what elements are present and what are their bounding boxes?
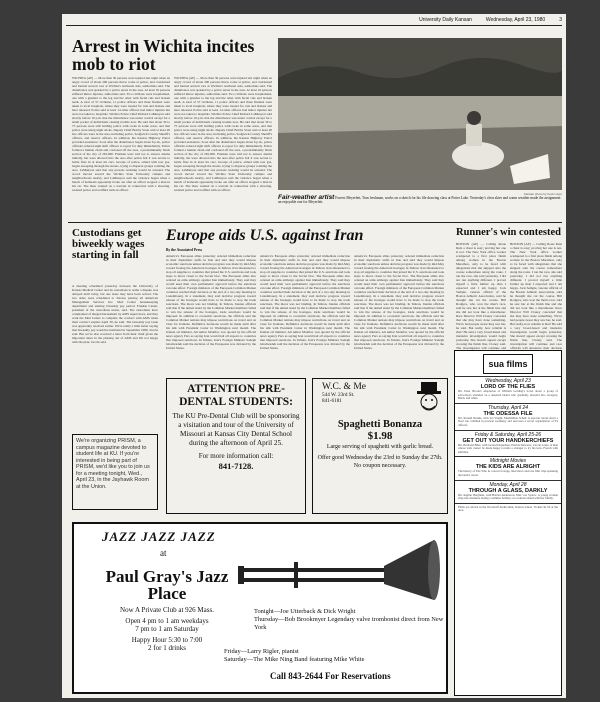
jazz-tonight: Tonight—Joe Utterback & Dick Wright — [254, 608, 356, 615]
sua-film — [455, 403, 561, 430]
photo-scene — [278, 38, 562, 190]
film-blurb: The history of The Who in concert footage, interviews and rare film clips spanning the band's career. — [458, 469, 558, 477]
wcme-phone: 841-6181 — [322, 398, 342, 404]
sua-film — [455, 480, 561, 503]
sua-film — [455, 376, 561, 403]
film-day: Midnight Movies — [455, 456, 561, 464]
wcme-ad — [312, 378, 448, 514]
custodians-headline: Custodians get biweekly wages starting in fall — [72, 227, 145, 262]
film-day: Monday, April 28 — [455, 480, 561, 488]
wcme-address: 544 W. 23rd St. — [322, 392, 355, 398]
jazz-ad — [72, 522, 448, 694]
film-title: GET OUT YOUR HANDKERCHIEFS — [462, 437, 554, 444]
film-title: THE ODESSA FILE — [483, 410, 533, 417]
photo-caption-block — [278, 196, 562, 216]
jazz-thursday: Thursday—Bob Brookmyer Legendary valve trombonist direct from New York — [254, 616, 444, 632]
predental-phone: 841-7128. — [218, 461, 254, 471]
film-day: Wednesday, April 23 — [455, 376, 561, 384]
photo-caption: Forrest Meyerlett, Tran freshman, works on a sketch for his life drawing class at Potter Lake. Yesterday's clear skies and warm weather made the assignment an enjoyable one for Meyerlett. — [278, 196, 561, 205]
caricature-icon — [414, 382, 444, 416]
sua-film-list — [455, 376, 561, 503]
issue-date: Wednesday, April 23, 1980 — [485, 17, 546, 23]
caption-title: Fair-weather artist — [278, 194, 335, 201]
jazz-friday: Friday—Larry Rigler, pianist — [224, 648, 299, 655]
wcme-desc: Large serving of spaghetti with garlic bread. — [326, 443, 434, 450]
film-day: Friday & Saturday, April 25-26 — [455, 430, 561, 438]
wcme-offer: Offer good Wednesday the 23rd to Sunday the 27th. — [317, 455, 443, 462]
iran-byline: By the Associated Press — [166, 248, 202, 252]
sua-footer: Films are shown in the Woodruff Auditorium, Kansas Union. Tickets $1.50 at the door. — [455, 503, 561, 515]
film-blurb: Dir. Ronald Neame, with Jon Voight, Maximilian Schell. A reporter tracks down a Nazi war criminal in postwar Germany and uncovers a secret organization of SS officers. — [458, 415, 558, 427]
jazz-drinks: 2 for 1 drinks — [148, 643, 186, 652]
predental-ad — [166, 378, 306, 514]
jazz-happy: Happy Hour 5:30 to 7:00 — [131, 635, 203, 644]
jazz-lineup-weekend — [224, 648, 444, 664]
film-day: Thursday, April 24 — [455, 403, 561, 411]
prism-text: We're organizing PRISM, a campus magazine devoted to student life at KU. If you're interested in being part of PRISM, we'd like you to join us for a meeting tonight, Wed., April 23, in the Jayhawk Room at the Union. — [76, 438, 150, 490]
divider — [68, 222, 562, 223]
jazz-at: at — [160, 548, 167, 558]
arrest-story-col2: WICHITA (AP) — More than 30 persons were injured last night when an angry crowd of about 200 persons threw rocks at police, and overturned and burned several cars at Wichita's northeast side, authorities said. The disturbance was sparked by a police arrest in the area. At least 16 persons suffered minor injuries, authorities said. Two civilians were hospitalized, one with a gunshot to the leg and the other with facial cuts and broken teeth. A total of 37 civilians, 11 police officers and three firemen were taken to local hospitals, where they were treated for cuts and bruises and later released. Police said at least 14 other officers had minor injuries but were not taken to hospitals. Wichita Police Chief Richard LaMunyon said shortly before 10 p.m. that the disturbance was under control except for a small pocket of individuals causing trouble now. He said that about 30 to 75 persons were still battling police with rocks in some areas, and that police were using night sticks. Deputy Chief Bobby Stout said at least 20 law officers were in the area, including police, Sedgwick County Sheriff's officers, and reserve officers. In addition, the Kansas Highway Patrol provided assistance. Soon after the disturbance began about 6 p.m., police officials ordered eight shift officers to report for duty immediately. Police formed a human chain and cordoned off the area, a predominantly black section of the city of 265,000. Firemen were told not to answer alarms initially, but were allowed into the area after police felt it was secure to battle fires in at least six cars. Groups of police, armed with tear gas, began sweeping through the streets, trying to disperse groups roaming the area. LaMunyon said that any persons resisting would be arrested. The crowd moved toward the Wichita State University campus and neighborhoods nearby, and LaMunyon said the violence began when a bunch of hotheads apparently broke out after an officer stopped a man in his car. The man, wanted on a warrant in connection with a shooting, resisted police and scuffled with an officer. — [174, 76, 272, 192]
runner-headline: Runner's win contested — [456, 227, 562, 238]
photo-credit: Kansan photo by Kevin Hyer — [523, 192, 562, 196]
jazz-saturday: Saturday—The Mike Ning Band featuring Mike White — [224, 656, 365, 664]
iran-story-col3: America's European allies yesterday ordered immediate reduction in their diplomatic staffs in Iran and said they would impose economic sanctions unless decisive progress was made by mid-May toward freeing the American hostages in Tehran. Iran threatened to stop oil supplies to countries that joined the U.S. sanctions and took steps to move closer to the Soviet bloc. The European allies also ordered an arms embargo against Iran immediately. They said they would need their own parliaments' approval before the sanctions can take effect. Foreign ministers of the European Common Market countries reached their decision at the end of a two-day meeting in Luxembourg. In a statement, they said decisive progress toward release of the hostages would have to be made to stop the trade sanctions. The move was not binding. In Tehran, Iranian officials said that if the united stand by the Common Market members failed to win the release of the hostages, trade sanctions would be imposed. In addition to economic sanctions, the officials said the Common Market nations may impose restrictions on travel and on visas for Iranians. Definitive decisions would be made until after his talk with President Carter in Washington next month. The Iranian oil minister, Ali Akbar Moinfar, was quoted by the official news agency Pars as saying Iran would halt all exports to countries that imposed sanctions. In Tehran, Iran's Foreign Minister Sadegh Ghotbzadeh said the decision of the Europeans was dictated by the United States. — [354, 254, 444, 350]
wcme-name: W.C. & Me — [322, 382, 366, 392]
runner-story-col1: BOSTON (AP) — Calling Rosie Ruiz a cheat is easy; proving her one is not. The New York office worker scampered to a first place finish among women in the Boston Marathon, only to be faced with allegations that she skipped onto the course somewhere along the route. I ran the race, she said yesterday. I did not run anything different. I proved myself a little further up than I expected and I am happy. Jock Semple, veteran official of the Boston Athletic Association, said he thought she cut the course. Bill Rodgers, who won the men's race, said he saw her at the finish line and she did not look like a marathoner. Race Director Will Cloney conceded that she may have done something. We've had people swear they saw her, he said. But really, how reliable is that? He said a very broad-based and intensive investigation would begin yesterday. She doesn't appear except crossing the finish line, Cloney said. The investigation will continue and — [456, 242, 506, 350]
jazz-venue — [82, 568, 252, 652]
jazz-hours1: Open 4 pm to 1 am weekdays — [125, 616, 209, 625]
iran-story-col1: America's European allies yesterday ordered immediate reduction in their diplomatic staffs in Iran and said they would impose economic sanctions unless decisive progress was made by mid-May toward freeing the American hostages in Tehran. Iran threatened to stop oil supplies to countries that joined the U.S. sanctions and took steps to move closer to the Soviet bloc. The European allies also ordered an arms embargo against Iran immediately. They said they would need their own parliaments' approval before the sanctions can take effect. Foreign ministers of the European Common Market countries reached their decision at the end of a two-day meeting in Luxembourg. In a statement, they said decisive progress toward release of the hostages would have to be made to stop the trade sanctions. The move was not binding. In Tehran, Iranian officials said that if the united stand by the Common Market members failed to win the release of the hostages, trade sanctions would be imposed. In addition to economic sanctions, the officials said the Common Market nations may impose restrictions on travel and on visas for Iranians. Definitive decisions would be made until after his talk with President Carter in Washington next month. The Iranian oil minister, Ali Akbar Moinfar, was quoted by the official news agency Pars as saying Iran would halt all exports to countries that imposed sanctions. In Tehran, Iran's Foreign Minister Sadegh Ghotbzadeh said the decision of the Europeans was dictated by the United States. — [166, 254, 256, 350]
custodians-story: A meeting scheduled yesterday between the University of Kansas Medical Center and its custodians to settle a dispute was delayed until today, but one issue may have been solved. The two sides were scheduled to discuss placing all American Management Services Inc. Med Center housekeeping department and starting biweekly pay period. Frankie Center, president of the custodians union, said. The custodians have complained of alleged harassment by AMS supervisors, and they want the Med Center to complete the contract with AMS when their contract expires April 30, he said. The biweekly pay issue was apparently resolved earlier. We're really a little better saying that biweekly pay would be instituted in September 1980, Jacobs said. But we've also received a letter from their chief given the important dates in the phasing out of AMS and I'm not happy with the plan, Jacobs said. — [72, 284, 158, 344]
jazz-call: Call 843-2644 For Reservations — [270, 671, 391, 681]
runner-story-col2: BOSTON (AP) — Calling Rosie Ruiz a cheat is easy; proving her one is not. The New York office worker scampered to a first place finish among women in the Boston Marathon, only to be faced with allegations that she skipped onto the course somewhere along the route. I ran the race, she said yesterday. I did not run anything different. I proved myself a little further up than I expected and I am happy. Jock Semple, veteran official of the Boston Athletic Association, said he thought she cut the course. Bill Rodgers, who won the men's race, said he saw her at the finish line and she did not look like a marathoner. Race Director Will Cloney conceded that she may have done something. We've had people swear they saw her, he said. But really, how reliable is that? He said a very broad-based and intensive investigation would begin yesterday. She doesn't appear except crossing the finish line, Cloney said. The investigation will continue and race officials will announce their decision — [510, 242, 562, 350]
prism-ad — [72, 434, 158, 510]
sua-logo: sua films — [483, 354, 533, 374]
film-blurb: Dir. Ingmar Bergman, with Harriet Andersson, Max von Sydow. A young woman slips into madness during a summer holiday on a remote island with her family. — [458, 492, 558, 501]
jazz-banner: JAZZ JAZZ JAZZ — [102, 529, 216, 544]
arrest-headline: Arrest in Wichita incites mob to riot — [72, 36, 255, 74]
predental-heading: ATTENTION PRE-DENTAL STUDENTS: — [179, 383, 293, 408]
paper-name: University Daily Kansan — [419, 17, 472, 23]
predental-info: For more information call: — [198, 452, 274, 460]
jazz-name-line1: Paul Gray's Jazz — [105, 567, 229, 586]
wcme-price: $1.98 — [367, 429, 393, 442]
sua-films-ad — [454, 350, 562, 696]
trombone-icon — [234, 534, 444, 604]
jazz-name-line2: Place — [147, 584, 187, 604]
newspaper-page — [62, 14, 566, 698]
sua-film — [455, 430, 561, 457]
iran-headline: Europe aids U.S. against Iran — [166, 227, 364, 244]
sua-film — [455, 456, 561, 479]
film-title: THE KIDS ARE ALRIGHT — [475, 464, 541, 471]
predental-body: The KU Pre-Dental Club will be sponsoring a visitation and tour of the University of Missouri at Kansas City Dental School during the afternoon of April 25. — [172, 412, 300, 447]
film-blurb: Dir. Bertrand Blier, with Gerard Depardieu, Patrick Dewaere, Carole Laure. A man whose wife cannot be made happy recruits a stranger to try his luck. French with subtitles. — [458, 442, 558, 454]
artist-photo — [278, 38, 562, 190]
film-title: THROUGH A GLASS, DARKLY — [468, 487, 548, 494]
jazz-lineup — [254, 608, 444, 633]
film-blurb: Dir. Peter Brook's adaptation of William Golding's novel about a group of schoolboys stranded on a deserted island who gradually descend into savagery. Black and white. — [458, 389, 558, 401]
iran-story-col2: America's European allies yesterday ordered immediate reduction in their diplomatic staffs in Iran and said they would impose economic sanctions unless decisive progress was made by mid-May toward freeing the American hostages in Tehran. Iran threatened to stop oil supplies to countries that joined the U.S. sanctions and took steps to move closer to the Soviet bloc. The European allies also ordered an arms embargo against Iran immediately. They said they would need their own parliaments' approval before the sanctions can take effect. Foreign ministers of the European Common Market countries reached their decision at the end of a two-day meeting in Luxembourg. In a statement, they said decisive progress toward release of the hostages would have to be made to stop the trade sanctions. The move was not binding. In Tehran, Iranian officials said that if the united stand by the Common Market members failed to win the release of the hostages, trade sanctions would be imposed. In addition to economic sanctions, the officials said the Common Market nations may impose restrictions on travel and on visas for Iranians. Definitive decisions would be made until after his talk with President Carter in Washington next month. The Iranian oil minister, Ali Akbar Moinfar, was quoted by the official news agency Pars as saying Iran would halt all exports to countries that imposed sanctions. In Tehran, Iran's Foreign Minister Sadegh Ghotbzadeh said the decision of the Europeans was dictated by the United States. — [260, 254, 350, 350]
wcme-special: Spaghetti Bonanza — [337, 419, 423, 430]
film-title: LORD OF THE FLIES — [480, 384, 536, 390]
running-head — [66, 17, 562, 26]
page-number: 3 — [559, 17, 562, 23]
jazz-hours2: 7 pm to 1 am Saturday — [135, 624, 199, 633]
wcme-coupon: No coupon necessary. — [353, 463, 407, 470]
arrest-story-col1: WICHITA (AP) — More than 30 persons were injured last night when an angry crowd of about 200 persons threw rocks at police, and overturned and burned several cars at Wichita's northeast side, authorities said. The disturbance was sparked by a police arrest in the area. At least 16 persons suffered minor injuries, authorities said. Two civilians were hospitalized, one with a gunshot to the leg and the other with facial cuts and broken teeth. A total of 37 civilians, 11 police officers and three firemen were taken to local hospitals, where they were treated for cuts and bruises and later released. Police said at least 14 other officers had minor injuries but were not taken to hospitals. Wichita Police Chief Richard LaMunyon said shortly before 10 p.m. that the disturbance was under control except for a small pocket of individuals causing trouble now. He said that about 30 to 75 persons were still battling police with rocks in some areas, and that police were using night sticks. Deputy Chief Bobby Stout said at least 20 law officers were in the area, including police, Sedgwick County Sheriff's officers, and reserve officers. In addition, the Kansas Highway Patrol provided assistance. Soon after the disturbance began about 6 p.m., police officials ordered eight shift officers to report for duty immediately. Police formed a human chain and cordoned off the area, a predominantly black section of the city of 265,000. Firemen were told not to answer alarms initially, but were allowed into the area after police felt it was secure to battle fires in at least six cars. Groups of police, armed with tear gas, began sweeping through the streets, trying to disperse groups roaming the area. LaMunyon said that any persons resisting would be arrested. The crowd moved toward the Wichita State University campus and neighborhoods nearby, and LaMunyon said the violence began when a bunch of hotheads apparently broke out after an officer stopped a man in his car. The man, wanted on a warrant in connection with a shooting, resisted police and scuffled with an officer. — [72, 76, 170, 192]
jazz-club: Now A Private Club at 926 Mass. — [120, 605, 214, 614]
